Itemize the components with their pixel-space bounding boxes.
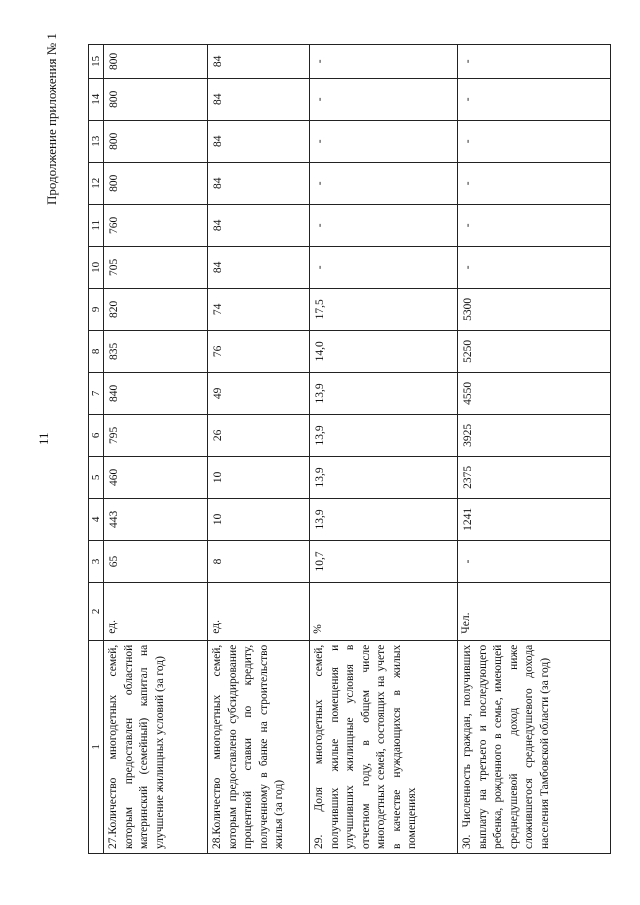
value-cell: - (458, 204, 611, 246)
value-cell: 17,5 (310, 288, 458, 330)
column-number: 5 (89, 456, 104, 498)
value-cell: - (310, 45, 458, 79)
column-number: 13 (89, 120, 104, 162)
value-cell: - (458, 246, 611, 288)
column-number: 12 (89, 162, 104, 204)
table-row (104, 45, 208, 854)
value-cell: 84 (208, 78, 310, 120)
value-cell: 1241 (458, 498, 611, 540)
value-cell: 84 (208, 204, 310, 246)
value-cell: 84 (208, 246, 310, 288)
value-cell: 460 (104, 456, 208, 498)
indicator-cell: 28.Количество многодетных семей, которым предоставлено субсидирование процентной ставки по кредиту, полученному в банке на строительство жилья (за год) (208, 640, 310, 853)
table-row (208, 45, 310, 854)
value-cell: 800 (104, 162, 208, 204)
value-cell: 795 (104, 414, 208, 456)
value-cell: 4550 (458, 372, 611, 414)
indicators-table (88, 44, 611, 854)
value-cell: - (310, 120, 458, 162)
column-number: 11 (89, 204, 104, 246)
value-cell: - (458, 540, 611, 582)
value-cell: 3925 (458, 414, 611, 456)
value-cell: - (458, 78, 611, 120)
column-number-row (89, 45, 104, 854)
column-number: 10 (89, 246, 104, 288)
column-number: 15 (89, 45, 104, 79)
value-cell: 800 (104, 45, 208, 79)
value-cell: 10,7 (310, 540, 458, 582)
value-cell: 13,9 (310, 456, 458, 498)
value-cell: 10 (208, 498, 310, 540)
value-cell: 800 (104, 120, 208, 162)
column-number: 9 (89, 288, 104, 330)
column-number: 8 (89, 330, 104, 372)
value-cell: 800 (104, 78, 208, 120)
value-cell: 835 (104, 330, 208, 372)
value-cell: 2375 (458, 456, 611, 498)
value-cell: - (458, 45, 611, 79)
indicator-cell: 29. Доля многодетных семей, получивших жилые помещения и улучшивших жилищные условия в отчетном году, в общем числе многодетных семей, состоящих на учете в качестве нуждающихся в жилых помещениях (310, 640, 458, 853)
page-number: 11 (36, 432, 51, 445)
value-cell: 84 (208, 120, 310, 162)
value-cell: 65 (104, 540, 208, 582)
column-number: 14 (89, 78, 104, 120)
table-row (310, 45, 458, 854)
continuation-note: Продолжение приложения № 1 (44, 33, 59, 205)
value-cell: - (310, 246, 458, 288)
value-cell: - (310, 162, 458, 204)
value-cell: 5250 (458, 330, 611, 372)
value-cell: 13,9 (310, 372, 458, 414)
column-number: 2 (89, 582, 104, 640)
value-cell: 705 (104, 246, 208, 288)
value-cell: - (310, 204, 458, 246)
column-number: 7 (89, 372, 104, 414)
value-cell: 820 (104, 288, 208, 330)
value-cell: 74 (208, 288, 310, 330)
value-cell: 760 (104, 204, 208, 246)
value-cell: - (310, 78, 458, 120)
value-cell: 14,0 (310, 330, 458, 372)
value-cell: 13,9 (310, 498, 458, 540)
column-number: 3 (89, 540, 104, 582)
unit-cell: % (310, 582, 458, 640)
column-number: 1 (89, 640, 104, 853)
value-cell: - (458, 162, 611, 204)
value-cell: 76 (208, 330, 310, 372)
value-cell: 13,9 (310, 414, 458, 456)
value-cell: 443 (104, 498, 208, 540)
unit-cell: ед. (104, 582, 208, 640)
value-cell: 5300 (458, 288, 611, 330)
unit-cell: ед. (208, 582, 310, 640)
table-row (458, 45, 611, 854)
unit-cell: Чел. (458, 582, 611, 640)
value-cell: 49 (208, 372, 310, 414)
value-cell: 840 (104, 372, 208, 414)
value-cell: 10 (208, 456, 310, 498)
column-number: 4 (89, 498, 104, 540)
rotated-table-wrapper (88, 44, 611, 854)
indicator-cell: 27.Количество многодетных семей, которым предоставлен областной материнский (семейный) капитал на улучшение жилищных условий (за год) (104, 640, 208, 853)
value-cell: 84 (208, 162, 310, 204)
value-cell: - (458, 120, 611, 162)
indicator-cell: 30. Численность граждан, получивших выплату на третьего и последующего ребенка, рожденного в семье, имеющей среднедушевой доход ниже сложившегося среднедушевого дохода населения Тамбовской области (за год) (458, 640, 611, 853)
value-cell: 8 (208, 540, 310, 582)
column-number: 6 (89, 414, 104, 456)
value-cell: 26 (208, 414, 310, 456)
value-cell: 84 (208, 45, 310, 79)
